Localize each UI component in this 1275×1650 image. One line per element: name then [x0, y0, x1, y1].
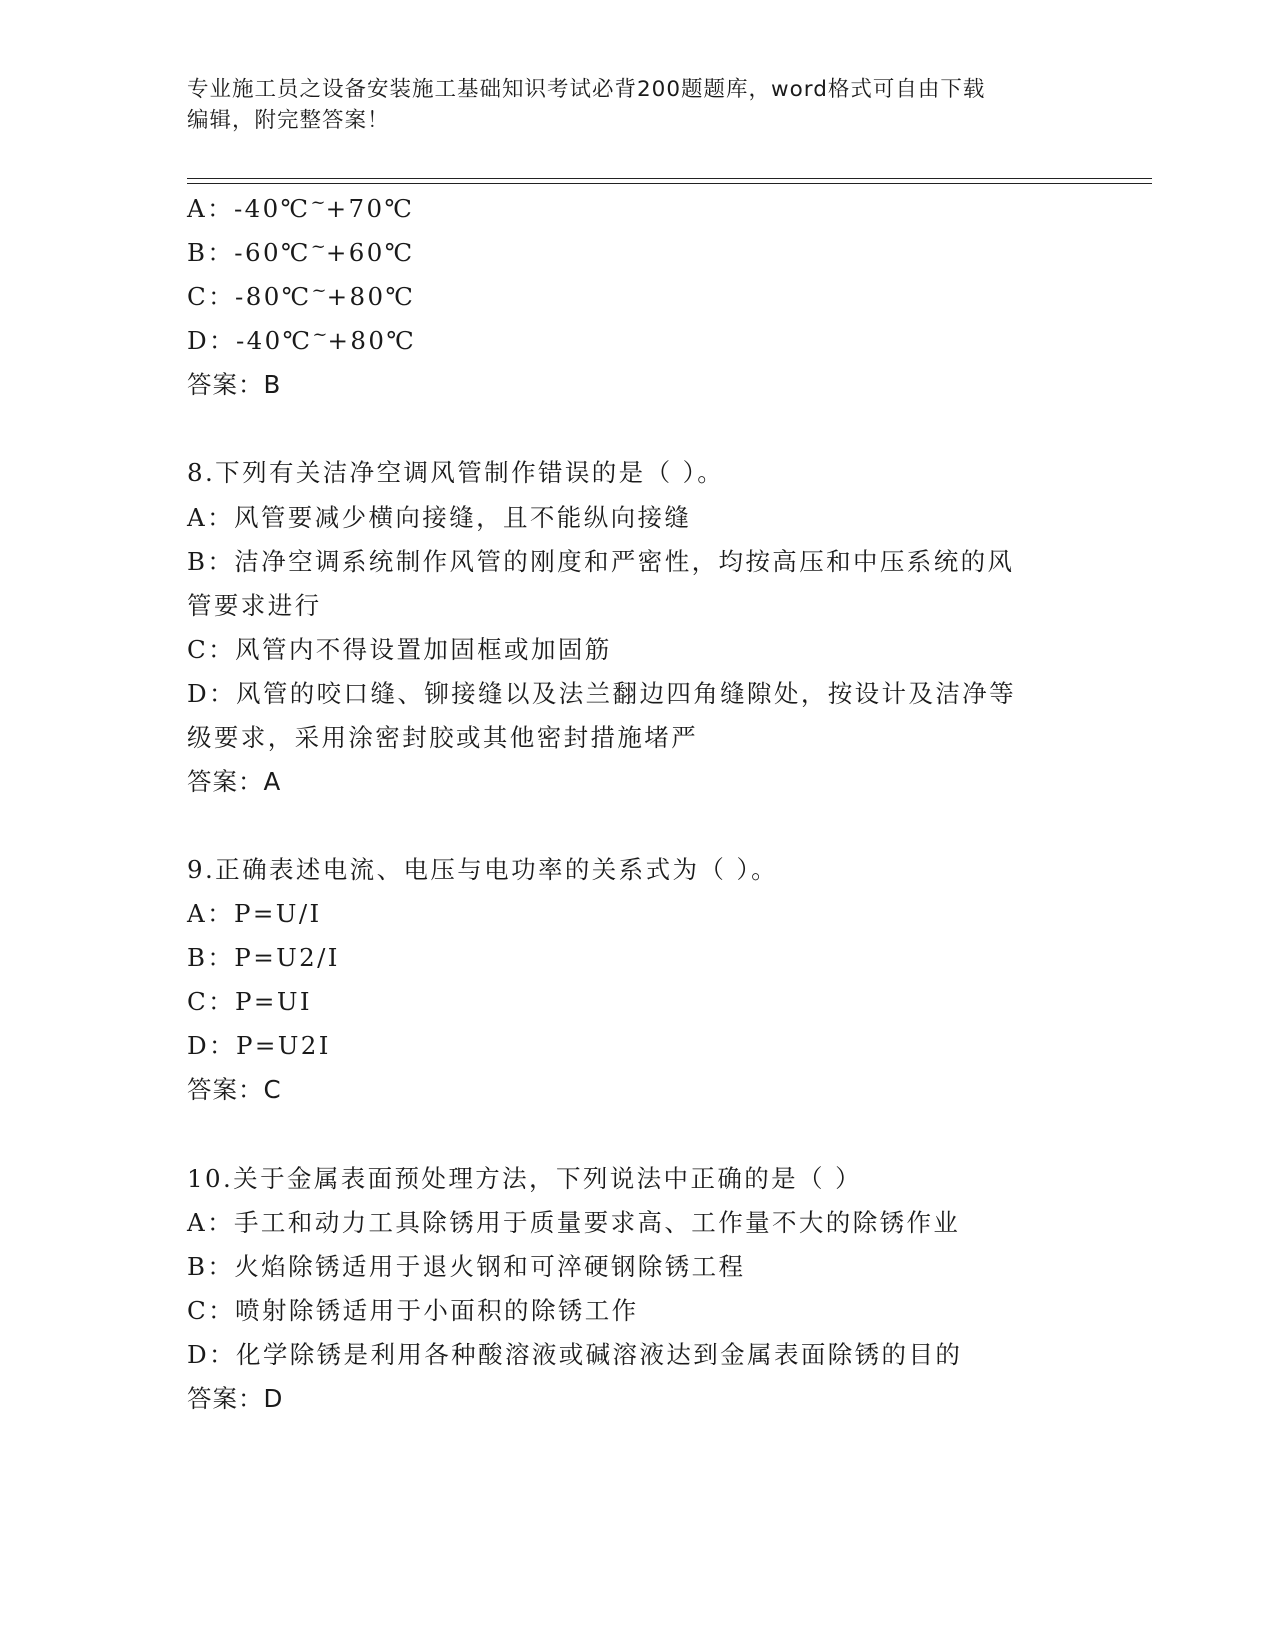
- q7-answer: 答案：B: [187, 370, 282, 399]
- document-header: [187, 74, 1087, 136]
- q7-option-d: D：-40℃~+80℃: [187, 324, 417, 355]
- q8-option-d-line2: 级要求，采用涂密封胶或其他密封措施堵严: [187, 723, 699, 752]
- q8-option-a: A：风管要减少横向接缝，且不能纵向接缝: [187, 503, 692, 532]
- q8-question: 8.下列有关洁净空调风管制作错误的是（ ）。: [187, 458, 725, 487]
- q9-option-d: D：P=U2I: [187, 1031, 331, 1060]
- header-divider-top: [187, 178, 1152, 179]
- q9-option-c: C：P=UI: [187, 987, 312, 1016]
- q9-question: 9.正确表述电流、电压与电功率的关系式为（ ）。: [187, 855, 779, 884]
- q9-option-a: A：P=U/I: [187, 899, 322, 928]
- header-divider-bottom: [187, 183, 1152, 184]
- header-line-1: 专业施工员之设备安装施工基础知识考试必背200题题库，word格式可自由下载: [187, 77, 986, 102]
- q9-answer: 答案：C: [187, 1075, 282, 1104]
- q8-answer: 答案：A: [187, 767, 282, 796]
- q10-question: 10.关于金属表面预处理方法，下列说法中正确的是（ ）: [187, 1164, 863, 1193]
- q8-option-c: C：风管内不得设置加固框或加固筋: [187, 635, 612, 664]
- q10-option-a: A：手工和动力工具除锈用于质量要求高、工作量不大的除锈作业: [187, 1208, 961, 1237]
- q8-option-b-line2: 管要求进行: [187, 591, 322, 620]
- header-line-2: 编辑，附完整答案！: [187, 108, 390, 133]
- q8-option-b-line1: B：洁净空调系统制作风管的刚度和严密性，均按高压和中压系统的风: [187, 547, 1015, 576]
- q10-option-d: D：化学除锈是利用各种酸溶液或碱溶液达到金属表面除锈的目的: [187, 1340, 963, 1369]
- q7-option-c: C：-80℃~+80℃: [187, 280, 416, 311]
- q9-option-b: B：P=U2/I: [187, 943, 340, 972]
- q7-option-b: B：-60℃~+60℃: [187, 236, 415, 267]
- q8-option-d-line1: D：风管的咬口缝、铆接缝以及法兰翻边四角缝隙处，按设计及洁净等: [187, 679, 1017, 708]
- q10-option-b: B：火焰除锈适用于退火钢和可淬硬钢除锈工程: [187, 1252, 746, 1281]
- q10-answer: 答案：D: [187, 1384, 284, 1413]
- q10-option-c: C：喷射除锈适用于小面积的除锈工作: [187, 1296, 639, 1325]
- q7-option-a: A：-40℃~+70℃: [187, 192, 415, 223]
